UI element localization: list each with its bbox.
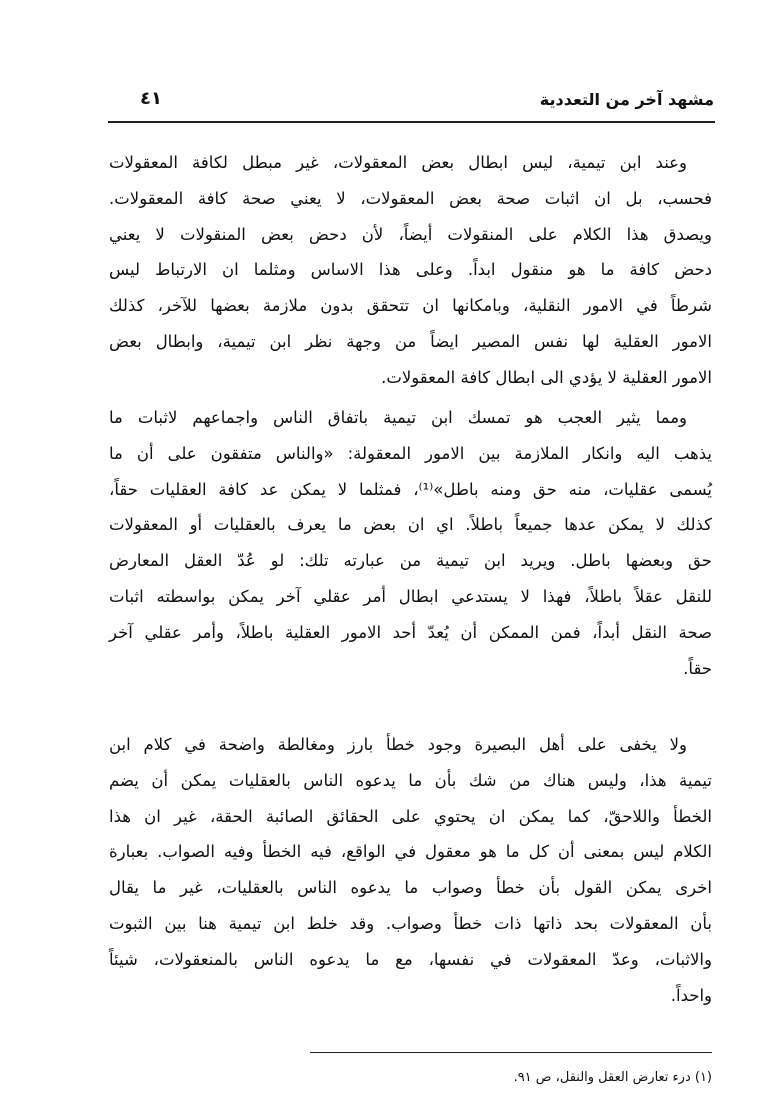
paragraph-line: يذهب اليه وانكار الملازمة بين الامور المعقولة: «والناس متفقون على أن ما [109,443,712,463]
paragraph-line: حق وبعضها باطل. ويريد ابن تيمية من عبارته تلك: لو عُدّ العقل المعارض [109,551,712,571]
page-number: ٤١ [140,88,162,109]
footnote: (١) درء تعارض العقل والنقل، ص ٩١. [513,1070,712,1085]
paragraph-line: صحة النقل أبداً، فمن الممكن أن يُعدّ أحد الامور العقلية باطلاً، وأمر عقلي آخر [109,622,712,642]
paragraph-first-line: ولا يخفى على أهل البصيرة وجود خطأ بارز ومغالطة واضحة في كلام ابن [109,735,687,754]
paragraph-line: يُسمى عقليات، منه حق ومنه باطل»⁽¹⁾، فمثلما لا يمكن عد كافة العقليات حقاً، [109,479,713,499]
paragraph-line: واحداً. [670,985,712,1005]
paragraph-line: شرطاً في الامور النقلية، وبامكانها ان تتحقق بدون ملازمة بعضها للآخر، كذلك [109,296,712,316]
paragraph-line: بأن المعقولات بحد ذاتها ذات خطأ وصواب. وقد خلط ابن تيمية هنا بين الثبوت [109,914,712,933]
paragraph-line: الامور العقلية لها نفس المصير ايضاً من وجهة نظر ابن تيمية، وابطال بعض [109,332,712,351]
paragraph-line: للنقل عقلاً باطلاً، فهذا لا يستدعي ابطال أمر عقلي آخر يمكن بواسطته اثبات [109,587,712,606]
paragraph-line: الكلام ليس بمعنى أن كل ما هو معقول في الواقع، فيه الخطأ وفيه الصواب. بعبارة [109,842,712,862]
paragraph-line: تيمية هذا، وليس هناك من شك بأن ما يدعوه الناس بالعقليات يمكن أن يضم [109,770,712,790]
paragraph-line: الامور العقلية لا يؤدي الى ابطال كافة المعقولات. [381,367,712,387]
paragraph-line: الخطأ واللاحقّ، كما يمكن ان يحتوي على الحقائق الصائبة الحقة، غير ان هذا [109,806,712,826]
paragraph-line: اخرى يمكن القول بأن خطأ وصواب ما يدعوه الناس بالعقليات، غير ما يقال [109,878,712,898]
paragraph-first-line: وعند ابن تيمية، ليس ابطال بعض المعقولات، غير مبطل لكافة المعقولات [109,153,687,172]
paragraph-line: ويصدق هذا الكلام على المنقولات أيضاً، لأن دحض بعض المنقولات لا يعني [109,224,712,244]
footnote-rule [310,1052,712,1053]
running-title: مشهد آخر من التعددية [539,90,714,109]
paragraph-line: والاثبات، وعدّ المعقولات في نفسها، مع ما يدعوه الناس بالمنعقولات، شيئاً [109,949,712,969]
paragraph-line: فحسب، بل ان اثبات صحة بعض المعقولات، لا يعني صحة كافة المعقولات. [109,188,712,208]
paragraph-line: دحض كافة ما هو منقول ابداً. وعلى هذا الاساس ومثلما ان الارتباط ليس [109,260,712,280]
paragraph-line: حقاً. [683,658,712,678]
header-rule [108,121,715,123]
paragraph-line: كذلك لا يمكن عدها جميعاً باطلاً. اي ان بعض ما يعرف بالعقليات أو المعقولات [109,515,712,535]
paragraph-first-line: ومما يثير العجب هو تمسك ابن تيمية باتفاق الناس واجماعهم لاثبات ما [109,408,687,427]
